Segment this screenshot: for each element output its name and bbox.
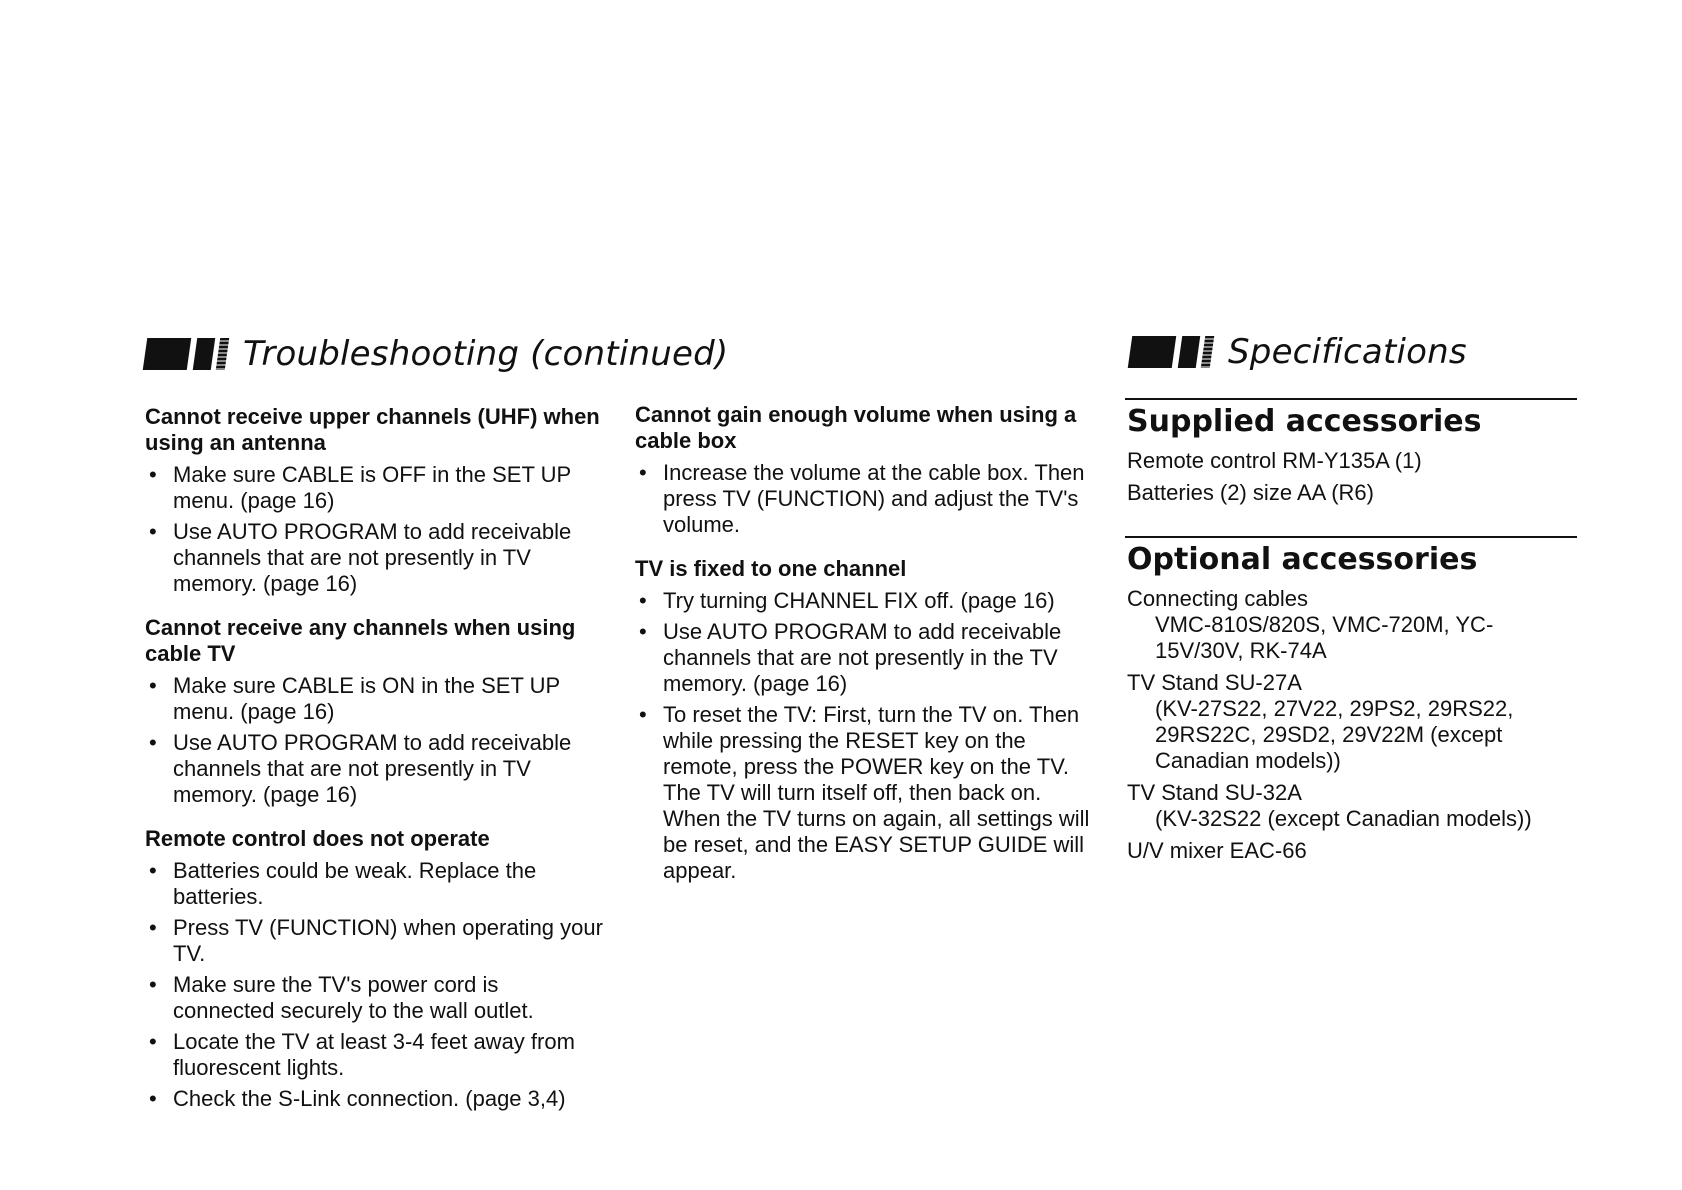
bullet-item: • Check the S-Link connection. (page 3,4): [145, 1086, 605, 1112]
bullet-item: • Batteries could be weak. Replace the batteries.: [145, 858, 605, 910]
bullet-item: • Make sure CABLE is ON in the SET UP menu. (page 16): [145, 673, 605, 725]
accessory-detail: (KV-27S22, 27V22, 29PS2, 29RS22, 29RS22C, 29SD2, 29V22M (except Canadian models)): [1155, 696, 1514, 773]
question-fixed-channel: TV is fixed to one channel: [635, 556, 907, 581]
bullet-item: • Use AUTO PROGRAM to add receivable channels that are not presently in TV memory. (page 16): [145, 730, 605, 808]
accessory-name: Connecting cables: [1127, 586, 1309, 611]
heading-bar-icon: [1130, 336, 1212, 368]
bullet-item: • Make sure CABLE is OFF in the SET UP menu. (page 16): [145, 462, 605, 514]
divider: [1125, 398, 1577, 400]
bullet-item: • Increase the volume at the cable box. Then press TV (FUNCTION) and adjust the TV's volume.: [635, 460, 1090, 538]
question-cable: Cannot receive any channels when using cable TV: [145, 615, 576, 666]
troubleshooting-heading: [145, 334, 728, 374]
list-item: [1127, 838, 1577, 864]
bullet-item: • Press TV (FUNCTION) when operating your TV.: [145, 915, 605, 967]
heading-bar-icon: [145, 338, 227, 370]
accessory-detail: (KV-32S22 (except Canadian models)): [1155, 806, 1532, 831]
question-volume: Cannot gain enough volume when using a cable box: [635, 402, 1077, 453]
question-uhf: Cannot receive upper channels (UHF) when using an antenna: [145, 404, 600, 455]
list-item: [1127, 670, 1577, 774]
bullet-item: • Use AUTO PROGRAM to add receivable channels that are not presently in TV memory. (page 16): [145, 519, 605, 597]
divider: [1125, 536, 1577, 538]
bullet-item: • To reset the TV: First, turn the TV on. Then while pressing the RESET key on the remote, press the POWER key on the TV. The TV will turn itself off, then back on. When the TV turns on again, all settings will be reset, and the EASY SETUP GUIDE will appear.: [635, 702, 1090, 884]
question-remote: Remote control does not operate: [145, 826, 490, 851]
troubleshooting-column-1: [145, 404, 605, 1130]
accessory-name: TV Stand SU-27A: [1127, 670, 1302, 695]
list-item: Batteries (2) size AA (R6): [1127, 480, 1374, 505]
list-item: [1127, 586, 1577, 664]
bullet-item: • Locate the TV at least 3-4 feet away from fluorescent lights.: [145, 1029, 605, 1081]
trouble-section-fixed-channel: [635, 556, 1090, 884]
troubleshooting-title: Troubleshooting (continued): [243, 334, 729, 374]
trouble-section-cable: [145, 615, 605, 808]
bullet-item: • Make sure the TV's power cord is connected securely to the wall outlet.: [145, 972, 605, 1024]
accessory-name: TV Stand SU-32A: [1127, 780, 1302, 805]
specifications-heading: [1130, 332, 1467, 372]
bullet-item: • Use AUTO PROGRAM to add receivable channels that are not presently in the TV memory. (page 16): [635, 619, 1090, 697]
supplied-accessories-heading: Supplied accessories: [1127, 404, 1482, 439]
troubleshooting-column-2: [635, 402, 1090, 902]
supplied-accessories-list: [1127, 448, 1577, 512]
accessory-name: U/V mixer EAC-66: [1127, 838, 1307, 863]
specifications-title: Specifications: [1228, 332, 1467, 372]
list-item: [1127, 780, 1577, 832]
trouble-section-volume: [635, 402, 1090, 538]
list-item: Remote control RM-Y135A (1): [1127, 448, 1422, 473]
trouble-section-remote: [145, 826, 605, 1112]
optional-accessories-list: [1127, 586, 1577, 870]
bullet-item: • Try turning CHANNEL FIX off. (page 16): [635, 588, 1090, 614]
trouble-section-uhf: [145, 404, 605, 597]
optional-accessories-heading: Optional accessories: [1127, 542, 1478, 577]
accessory-detail: VMC-810S/820S, VMC-720M, YC-15V/30V, RK-74A: [1155, 612, 1494, 663]
